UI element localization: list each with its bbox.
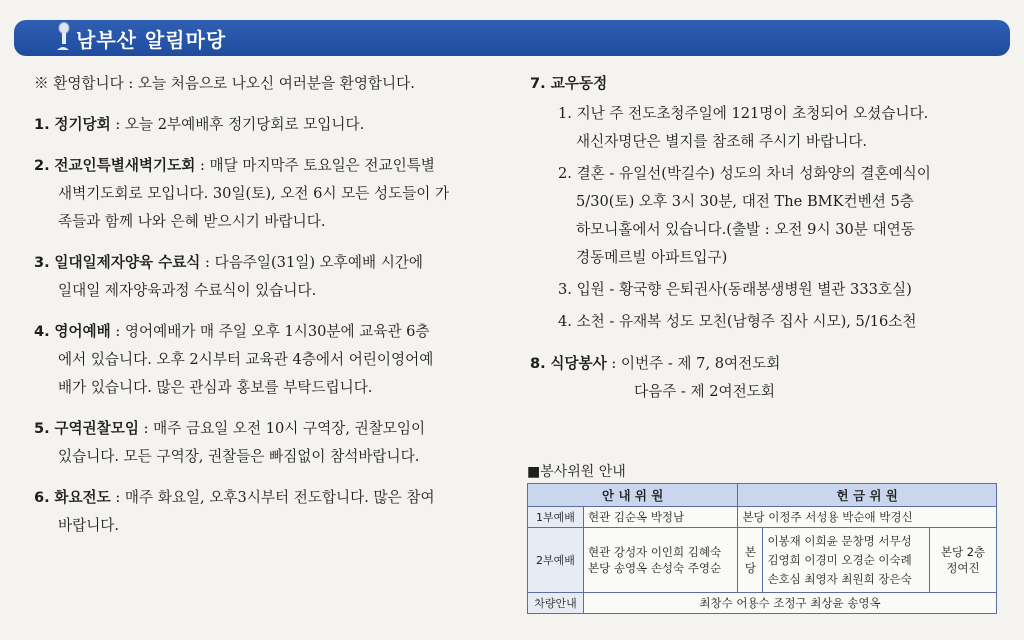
microphone-icon: [54, 22, 72, 52]
item-heading: 정기당회: [54, 116, 111, 133]
row-label: 차량안내: [528, 593, 584, 614]
cell-line: 이봉재 이희윤 문창명 서무성: [767, 533, 912, 548]
banner: [14, 20, 1010, 56]
item-text: : 이번주 - 제 7, 8여전도회: [606, 355, 781, 372]
item-number: 1.: [34, 116, 50, 133]
item-text: : 다음주일(31일) 오후예배 시간에: [200, 254, 424, 271]
item-text: : 매주 금요일 오전 10시 구역장, 권찰모임이: [138, 420, 426, 437]
item-number: 2.: [34, 157, 50, 174]
entry-text: 하모니홀에서 있습니다.(출발 : 오전 9시 30분 대연동: [576, 221, 915, 238]
cell-line: 현관 강성자 이인희 김혜숙: [587, 545, 722, 559]
item-number: 4.: [34, 323, 50, 340]
row-label: 1부예배: [528, 507, 584, 528]
item-text: 있습니다. 모든 구역장, 권찰들은 빠짐없이 참석바랍니다.: [58, 448, 420, 465]
guide-title: ■봉사위원 안내: [527, 464, 626, 480]
cell-line: 김영희 이경미 오경순 이숙례: [767, 552, 912, 567]
item-heading: 식당봉사: [550, 355, 607, 372]
item-heading: 화요전도: [54, 489, 111, 506]
cell-line: 본당 2층: [940, 545, 986, 559]
welcome-text: ※ 환영합니다 : 오늘 처음으로 나오신 여러분을 환영합니다.: [34, 75, 415, 92]
offering-cell: [763, 528, 930, 593]
item-number: 3.: [34, 254, 50, 271]
volunteer-table: [527, 483, 997, 614]
guide-cell: [583, 528, 737, 593]
item-heading: 영어예배: [54, 323, 111, 340]
item-text: 일대일 제자양육과정 수료식이 있습니다.: [58, 282, 317, 299]
extra-cell: [930, 528, 997, 593]
vehicle-cell: 최창수 어용수 조정구 최상윤 송영옥: [583, 593, 996, 614]
notice-item: [34, 415, 512, 471]
entry-text: 2. 결혼 - 유일선(박길수) 성도의 차녀 성화양의 결혼예식이: [558, 165, 931, 182]
entry-text: 새신자명단은 별지를 참조해 주시기 바랍니다.: [576, 133, 868, 150]
news-entry: [530, 100, 1000, 156]
news-entry: [530, 160, 1000, 272]
header-guide: 안 내 위 원: [528, 484, 738, 507]
table-row: [528, 507, 997, 528]
banner-title: 남부산 알림마당: [76, 28, 227, 52]
notice-item: [34, 152, 512, 236]
item-text: : 오늘 2부예배후 정기당회로 모입니다.: [110, 116, 365, 133]
header-offering: 헌 금 위 원: [738, 484, 997, 507]
cell-line: 정여진: [946, 561, 980, 575]
item-text: 배가 있습니다. 많은 관심과 홍보를 부탁드립니다.: [58, 379, 373, 396]
table-row: [528, 528, 997, 593]
cell-line: 손호심 최영자 최원희 장은숙: [767, 571, 912, 586]
item-heading: 전교인특별새벽기도회: [54, 157, 196, 174]
guide-cell: 현관 김순옥 박정남: [583, 507, 737, 528]
entry-text: 1. 지난 주 전도초청주일에 121명이 초청되어 오셨습니다.: [558, 105, 929, 122]
item-number: 6.: [34, 489, 50, 506]
cell-line: 본당 송영옥 손성숙 주영순: [587, 561, 722, 575]
kitchen-service: [530, 350, 1000, 406]
offering-prefix: 본당: [738, 528, 763, 593]
item-text: : 영어예배가 매 주일 오후 1시30분에 교육관 6층: [110, 323, 430, 340]
notice-item: [34, 484, 512, 540]
item-text: 다음주 - 제 2여전도회: [634, 383, 775, 400]
notice-item: [34, 249, 512, 305]
notice-item: [34, 111, 512, 139]
item-number: 5.: [34, 420, 50, 437]
item-text: 새벽기도회로 모입니다. 30일(토), 오전 6시 모든 성도들이 가: [58, 185, 450, 202]
left-column: [34, 70, 512, 553]
right-column: [530, 70, 1000, 416]
entry-text: 4. 소천 - 유재복 성도 모친(남형주 집사 시모), 5/16소천: [558, 313, 917, 330]
item-text: : 매주 화요일, 오후3시부터 전도합니다. 많은 참여: [110, 489, 435, 506]
item-text: 에서 있습니다. 오후 2시부터 교육관 4층에서 어린이영어예: [58, 351, 434, 368]
item-text: 바랍니다.: [58, 517, 120, 534]
entry-text: 5/30(토) 오후 3시 30분, 대전 The BMK컨벤션 5층: [576, 193, 914, 210]
row-label: 2부예배: [528, 528, 584, 593]
notice-item: [34, 318, 512, 402]
entry-text: 3. 입원 - 황국향 은퇴권사(동래봉생병원 별관 333호실): [558, 281, 912, 298]
offering-cell: 본당 이정주 서성용 박순애 박경신: [738, 507, 997, 528]
section-title: 7. 교우동정: [530, 75, 608, 92]
item-heading: 구역권찰모임: [54, 420, 139, 437]
item-text: : 매달 마지막주 토요일은 전교인특별: [195, 157, 435, 174]
item-heading: 일대일제자양육 수료식: [54, 254, 201, 271]
news-entry: [530, 308, 1000, 336]
news-entry: [530, 276, 1000, 304]
table-header-row: [528, 484, 997, 507]
item-number: 8.: [530, 355, 546, 372]
table-row: [528, 593, 997, 614]
entry-text: 경동메르빌 아파트입구): [576, 249, 728, 266]
item-text: 족들과 함께 나와 은혜 받으시기 바랍니다.: [58, 213, 326, 230]
